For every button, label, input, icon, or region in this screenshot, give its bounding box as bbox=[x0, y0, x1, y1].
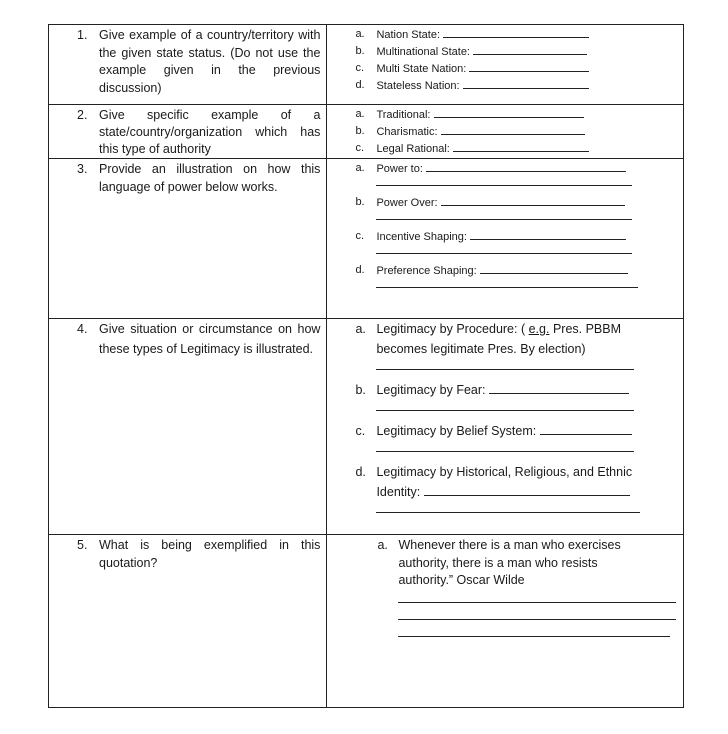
question-5 bbox=[49, 535, 326, 572]
question-1 bbox=[49, 25, 326, 97]
question-text: Give specific example of a state/country/organization which has this type of authority bbox=[99, 108, 321, 156]
answer-blank[interactable] bbox=[376, 253, 632, 254]
answer-blank[interactable] bbox=[376, 185, 632, 186]
question-3 bbox=[49, 159, 326, 196]
item-letter: b. bbox=[355, 45, 365, 57]
answer-blank[interactable] bbox=[473, 43, 587, 55]
answer-item bbox=[327, 60, 683, 77]
question-2 bbox=[49, 105, 326, 158]
question-text: Give example of a country/territory with the given state status. (Do not use the example given in the previous discussion) bbox=[99, 28, 321, 95]
item-label: Incentive Shaping: bbox=[376, 231, 467, 243]
answer-item bbox=[327, 228, 683, 245]
answer-blank[interactable] bbox=[376, 512, 640, 513]
answer-item bbox=[327, 194, 683, 211]
item-letter: b. bbox=[355, 196, 365, 208]
answer-blank[interactable] bbox=[376, 219, 632, 220]
item-letter: a. bbox=[377, 538, 388, 552]
answer-blank[interactable] bbox=[443, 26, 589, 38]
answer-blank[interactable] bbox=[489, 380, 629, 394]
answer-item bbox=[327, 77, 683, 94]
answer-blank[interactable] bbox=[426, 160, 626, 172]
item-letter: a. bbox=[355, 162, 365, 174]
answer-cell bbox=[327, 25, 684, 105]
answer-blank[interactable] bbox=[424, 482, 630, 496]
question-cell bbox=[49, 319, 327, 535]
answer-blank[interactable] bbox=[398, 602, 676, 603]
item-label: Power Over: bbox=[376, 197, 438, 209]
answer-cell bbox=[327, 535, 684, 708]
example-prefix: ( bbox=[520, 322, 529, 336]
item-label: Nation State: bbox=[376, 29, 441, 41]
question-text: What is being exemplified in this quotation? bbox=[99, 538, 321, 570]
answer-item bbox=[327, 106, 683, 123]
question-number: 1. bbox=[77, 28, 88, 42]
answer-item bbox=[327, 421, 683, 441]
answer-cell bbox=[327, 319, 684, 535]
question-cell bbox=[49, 159, 327, 319]
item-label: Multi State Nation: bbox=[376, 63, 467, 75]
answer-blank[interactable] bbox=[376, 287, 638, 288]
answer-blank[interactable] bbox=[469, 60, 589, 72]
question-number: 3. bbox=[77, 162, 88, 176]
question-number: 4. bbox=[77, 322, 88, 336]
answer-blank[interactable] bbox=[376, 451, 634, 452]
question-number: 2. bbox=[77, 108, 88, 122]
answer-cell bbox=[327, 159, 684, 319]
question-number: 5. bbox=[77, 538, 88, 552]
item-label: Legitimacy by Procedure: bbox=[376, 322, 518, 336]
answer-blank[interactable] bbox=[453, 140, 589, 152]
item-label: Traditional: bbox=[376, 109, 431, 121]
answer-blank[interactable] bbox=[434, 106, 584, 118]
item-letter: d. bbox=[355, 465, 366, 479]
answer-cell bbox=[327, 105, 684, 159]
item-label: Power to: bbox=[376, 163, 423, 175]
table-row bbox=[49, 319, 684, 535]
answer-item bbox=[327, 262, 683, 279]
item-letter: c. bbox=[355, 62, 364, 74]
answer-item bbox=[327, 380, 683, 400]
answer-blank[interactable] bbox=[463, 77, 589, 89]
item-label: Legitimacy by Belief System: bbox=[376, 424, 537, 438]
question-cell bbox=[49, 25, 327, 105]
answer-blank[interactable] bbox=[441, 123, 585, 135]
item-letter: a. bbox=[355, 322, 366, 336]
question-4 bbox=[49, 319, 326, 359]
item-letter: c. bbox=[355, 424, 366, 438]
answer-blank[interactable] bbox=[441, 194, 625, 206]
table-row bbox=[49, 535, 684, 708]
question-cell bbox=[49, 535, 327, 708]
item-label: Multinational State: bbox=[376, 46, 470, 58]
answer-item bbox=[327, 43, 683, 60]
item-label: Legitimacy by Historical, Religious, and Ethnic bbox=[376, 465, 633, 479]
worksheet-table bbox=[48, 24, 684, 708]
activity-sheet bbox=[48, 24, 684, 709]
answer-blank[interactable] bbox=[398, 636, 670, 637]
answer-item-continued bbox=[327, 482, 683, 502]
item-label: Preference Shaping: bbox=[376, 265, 477, 277]
answer-item bbox=[327, 140, 683, 157]
item-label: Legitimacy by Fear: bbox=[376, 383, 486, 397]
item-label: Charismatic: bbox=[376, 126, 438, 138]
table-row bbox=[49, 105, 684, 159]
table-row bbox=[49, 25, 684, 105]
item-label: Legal Rational: bbox=[376, 143, 450, 155]
question-text: Provide an illustration on how this language of power below works. bbox=[99, 162, 321, 194]
question-text: Give situation or circumstance on how these types of Legitimacy is illustrated. bbox=[99, 322, 321, 356]
answer-blank[interactable] bbox=[376, 369, 634, 370]
answer-blank[interactable] bbox=[376, 410, 634, 411]
answer-item bbox=[327, 462, 683, 482]
answer-blank[interactable] bbox=[540, 421, 632, 435]
item-letter: a. bbox=[355, 108, 365, 120]
answer-item bbox=[327, 26, 683, 43]
item-letter: d. bbox=[355, 264, 365, 276]
answer-blank[interactable] bbox=[480, 262, 628, 274]
answer-item bbox=[327, 319, 683, 359]
item-letter: c. bbox=[355, 142, 364, 154]
answer-blank[interactable] bbox=[398, 619, 676, 620]
question-cell bbox=[49, 105, 327, 159]
answer-blank[interactable] bbox=[470, 228, 626, 240]
item-label: Identity: bbox=[376, 485, 421, 499]
table-row bbox=[49, 159, 684, 319]
item-letter: c. bbox=[355, 230, 364, 242]
item-letter: b. bbox=[355, 125, 365, 137]
answer-item bbox=[327, 537, 683, 590]
answer-item bbox=[327, 160, 683, 177]
item-letter: d. bbox=[355, 79, 365, 91]
example-eg: e.g. bbox=[528, 322, 550, 336]
item-letter: a. bbox=[355, 28, 365, 40]
item-label: Stateless Nation: bbox=[376, 80, 460, 92]
example-text: Pres. PBBM becomes legitimate Pres. By election) bbox=[376, 322, 622, 356]
item-letter: b. bbox=[355, 383, 366, 397]
answer-item bbox=[327, 123, 683, 140]
quotation-text: Whenever there is a man who exercises authority, there is a man who resists authority.” Oscar Wilde bbox=[398, 538, 621, 587]
